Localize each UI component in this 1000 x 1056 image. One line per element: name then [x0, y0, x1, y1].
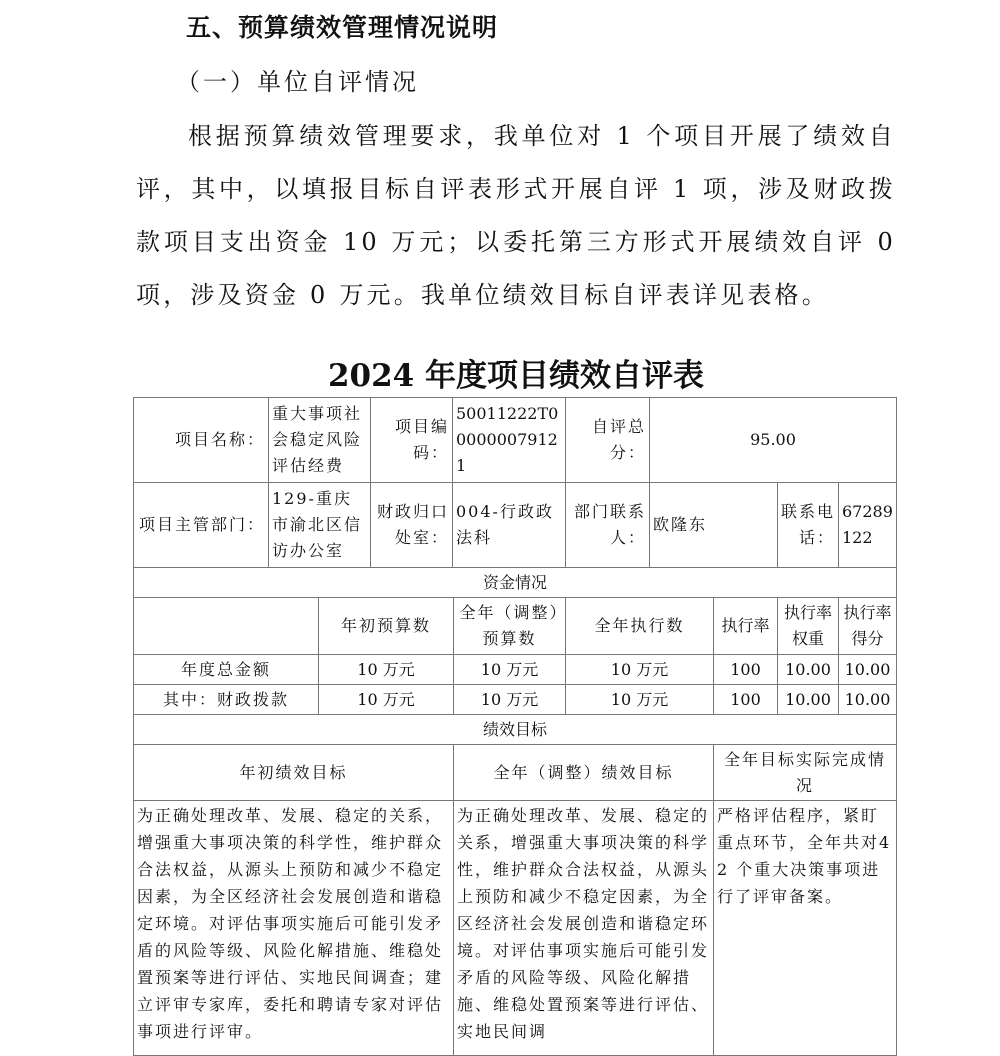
subsection-heading: （一）单位自评情况	[176, 68, 419, 96]
goals-actual-text: 严格评估程序，紧盯重点环节，全年共对42 个重大决策事项进行了评审备案。	[713, 800, 897, 1056]
funding-header-initial-budget: 年初预算数	[318, 597, 454, 655]
funding-section-label: 资金情况	[133, 567, 897, 598]
score-value: 95.00	[649, 397, 897, 483]
dept-label: 项目主管部门：	[133, 482, 269, 568]
funding-cell: 10.00	[777, 654, 839, 685]
project-code-value: 50011222T000000079121	[452, 397, 566, 483]
funding-cell: 10 万元	[318, 654, 454, 685]
performance-table	[133, 397, 897, 1056]
project-name-label: 项目名称：	[133, 397, 269, 483]
goals-header-adjusted: 全年（调整）绩效目标	[453, 744, 714, 801]
funding-cell: 10 万元	[453, 654, 566, 685]
phone-value: 67289122	[838, 482, 897, 568]
funding-header-rate: 执行率	[713, 597, 778, 655]
funding-cell: 10 万元	[318, 684, 454, 715]
goals-header-actual: 全年目标实际完成情况	[713, 744, 897, 801]
goals-section-label: 绩效目标	[133, 714, 897, 745]
funding-header-weight: 执行率权重	[777, 597, 839, 655]
contact-value: 欧隆东	[649, 482, 778, 568]
funding-row-label: 其中：财政拨款	[133, 684, 319, 715]
funding-cell: 10 万元	[453, 684, 566, 715]
finance-office-value: 004-行政政法科	[452, 482, 566, 568]
funding-header-blank	[133, 597, 319, 655]
funding-cell: 10.00	[777, 684, 839, 715]
funding-row-label: 年度总金额	[133, 654, 319, 685]
dept-value: 129-重庆市渝北区信访办公室	[268, 482, 371, 568]
funding-cell: 10.00	[838, 654, 897, 685]
funding-header-executed: 全年执行数	[565, 597, 714, 655]
phone-label: 联系电话：	[777, 482, 839, 568]
funding-header-adjusted-budget: 全年（调整）预算数	[453, 597, 566, 655]
funding-cell: 10.00	[838, 684, 897, 715]
goals-header-initial: 年初绩效目标	[133, 744, 454, 801]
contact-label: 部门联系人：	[565, 482, 650, 568]
project-code-label: 项目编码：	[370, 397, 453, 483]
funding-cell: 100	[713, 684, 778, 715]
summary-paragraph: 根据预算绩效管理要求，我单位对 1 个项目开展了绩效自评，其中，以填报目标自评表形式开展自评 1 项，涉及财政拨款项目支出资金 10 万元；以委托第三方形式开展绩效自评 0 项，涉及资金 0 万元。我单位绩效目标自评表详见表格。	[136, 122, 896, 309]
funding-cell: 10 万元	[565, 684, 714, 715]
funding-cell: 10 万元	[565, 654, 714, 685]
score-label: 自评总分：	[565, 397, 650, 483]
funding-cell: 100	[713, 654, 778, 685]
section-heading: 五、预算绩效管理情况说明	[186, 13, 499, 42]
table-title: 2024 年度项目绩效自评表	[327, 358, 705, 394]
project-name-value: 重大事项社会稳定风险评估经费	[268, 397, 371, 483]
goals-adjusted-text: 为正确处理改革、发展、稳定的关系，增强重大事项决策的科学性，维护群众合法权益，从源头上预防和减少不稳定因素，为全区经济社会发展创造和谐稳定环境。对评估事项实施后可能引发矛盾的风险等级、风险化解措施、维稳处置预案等进行评估、实地民间调	[453, 800, 714, 1056]
finance-office-label: 财政归口处室：	[370, 482, 453, 568]
goals-initial-text: 为正确处理改革、发展、稳定的关系，增强重大事项决策的科学性，维护群众合法权益，从源头上预防和减少不稳定因素，为全区经济社会发展创造和谐稳定环境。对评估事项实施后可能引发矛盾的风险等级、风险化解措施、维稳处置预案等进行评估、实地民间调查；建立评审专家库，委托和聘请专家对评估事项进行评审。	[133, 800, 454, 1056]
funding-header-score: 执行率得分	[838, 597, 897, 655]
